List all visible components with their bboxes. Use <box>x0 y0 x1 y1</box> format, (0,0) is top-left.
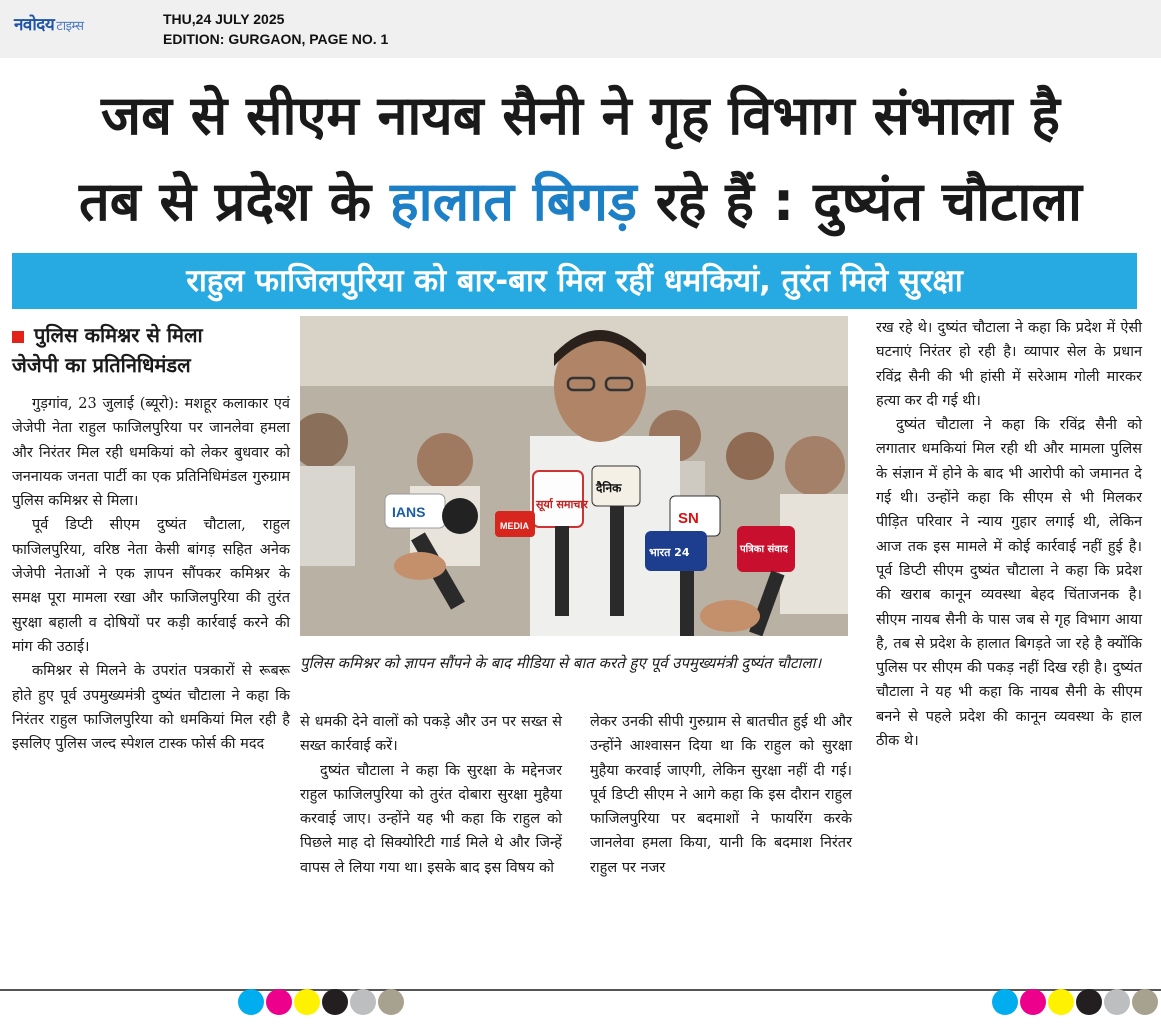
side-headline-line-1: पुलिस कमिश्नर से मिला <box>34 323 203 347</box>
mic-label-surya: सूर्या समाचार <box>536 498 588 511</box>
registration-dot <box>1048 989 1074 1015</box>
mic-handle <box>555 526 569 616</box>
mic-label-bharat: भारत 24 <box>649 546 690 559</box>
issue-date: THU,24 JULY 2025 <box>163 11 285 27</box>
hand <box>700 600 760 632</box>
mic-label-sn: SN <box>678 510 699 527</box>
paragraph: लेकर उनकी सीपी गुरुग्राम से बातचीत हुई थी और उन्होंने आश्वासन दिया था कि राहुल को सुरक्षा मुहैया करवाई जाएगी, लेकिन सुरक्षा नहीं दी गई। पूर्व डिप्टी सीएम ने आगे कहा कि इस दौरान राहुल फाजिलपुरिया पर बदमाशों ने फायरिंग करके जानलेवा हमला किया, यानी कि बदमाश निरंतर राहुल पर नजर <box>590 714 852 876</box>
masthead-bar <box>0 0 1161 58</box>
registration-dot <box>1076 989 1102 1015</box>
subheadline-banner: राहुल फाजिलपुरिया को बार-बार मिल रहीं धमकियां, तुरंत मिले सुरक्षा <box>12 253 1137 309</box>
mic-label-media: MEDIA <box>500 521 529 531</box>
registration-dot <box>1104 989 1130 1015</box>
headline-line-2 <box>8 164 1153 240</box>
red-bullet-icon <box>12 331 24 343</box>
side-headline-line-2: जेजेपी का प्रतिनिधिमंडल <box>12 353 191 377</box>
paragraph: रख रहे थे। दुष्यंत चौटाला ने कहा कि प्रदेश में ऐसी घटनाएं निरंतर हो रही है। व्यापार सेल के प्रधान रविंद्र सैनी की भी हांसी में सरेआम गोली मारकर हत्या कर दी गई थी। <box>876 320 1142 409</box>
article-column-3 <box>590 710 852 880</box>
mic-label-dainik: दैनिक <box>596 481 622 495</box>
photo-illustration <box>300 316 848 636</box>
registration-dot <box>378 989 404 1015</box>
hand <box>394 552 446 580</box>
paragraph: कमिश्नर से मिलने के उपरांत पत्रकारों से रूबरू होते हुए पूर्व उपमुख्यमंत्री दुष्यंत चौटाला ने कहा कि निरंतर राहुल फाजिलपुरिया को धमकियां मिल रही है इसलिए पुलिस जल्द स्पेशल टास्क फोर्स की मदद <box>12 663 290 753</box>
paragraph: दुष्यंत चौटाला ने कहा कि रविंद्र सैनी को लगातार धमकियां मिल रही थी और मामला पुलिस के संज्ञान में होने के बाद भी आरोपी को जमानत दे गई थी। उन्होंने कहा कि सीएम से भी मिलकर पीड़ित परिवार ने न्याय गुहार लगाई थी, लेकिन आज तक इस मामले में कोई कार्रवाई नहीं हुई है। पूर्व डिप्टी सीएम दुष्यंत चौटाला ने कहा कि प्रदेश की खराब कानून व्यवस्था बेहद चिंताजनक है। सीएम नायब सैनी के पास जब से गृह विभाग आया है, तब से प्रदेश के हालात बिगड़ते जा रहे है क्योंकि पुलिस पर सीएम की पकड़ नहीं दिख रही है। दुष्यंत चौटाला ने यह भी कहा कि नायब सैनी के सीएम बनने से पहले प्रदेश की कानून व्यवस्था के हाल ठीक थे। <box>876 417 1142 750</box>
newspaper-logo[interactable] <box>14 12 84 35</box>
footer-rule <box>0 989 1161 991</box>
paragraph: गुड़गांव, 23 जुलाई (ब्यूरो): मशहूर कलाकार एवं जेजेपी नेता राहुल फाजिलपुरिया पर जानलेवा हमला और निरंतर मिल रही धमकियां को लेकर बुधवार को जननायक जनता पार्टी का एक प्रतिनिधिमंडल गुरुग्राम पुलिस कमिश्नर से मिला। <box>12 396 290 510</box>
side-headline <box>12 320 282 380</box>
edition-meta <box>163 9 388 49</box>
person-head <box>417 433 473 489</box>
headline-line-2-start: तब से प्रदेश के <box>79 170 390 233</box>
logo-main-text: नवोदय <box>14 15 55 35</box>
article-column-4 <box>876 316 1142 753</box>
mic-label-ians: IANS <box>392 504 426 520</box>
headline-line-1: जब से सीएम नायब सैनी ने गृह विभाग संभाला है <box>101 84 1060 147</box>
person-head <box>726 432 774 480</box>
registration-dot <box>238 989 264 1015</box>
press-photo[interactable] <box>300 316 848 636</box>
registration-dot <box>992 989 1018 1015</box>
article-column-1 <box>12 392 290 756</box>
article-column-2 <box>300 710 562 880</box>
paragraph: दुष्यंत चौटाला ने कहा कि सुरक्षा के मद्देनजर राहुल फाजिलपुरिया को तुरंत दोबारा सुरक्षा मुहैया करवाई जाए। उन्होंने यह भी कहा कि राहुल को पिछले माह दो सिक्योरिटी गार्ड मिले थे और जिन्हें वापस ले लिया गया था। इसके बाद इस विषय को <box>300 762 562 876</box>
person-head <box>785 436 845 496</box>
registration-dot <box>266 989 292 1015</box>
registration-dot <box>1132 989 1158 1015</box>
paragraph: से धमकी देने वालों को पकड़े और उन पर सख्त से सख्त कार्रवाई करें। <box>300 714 562 755</box>
edition-info: EDITION: GURGAON, PAGE NO. 1 <box>163 31 389 47</box>
registration-marks-right <box>992 989 1158 1015</box>
logo-sub-text: टाइम्स <box>56 19 84 34</box>
headline-accent-text: हालात बिगड़ <box>389 170 637 233</box>
mic-handle <box>680 571 694 636</box>
registration-dot <box>294 989 320 1015</box>
headline-line-2-end: रहे हैं : दुष्यंत चौटाला <box>636 170 1082 233</box>
registration-dot <box>1020 989 1046 1015</box>
registration-dot <box>322 989 348 1015</box>
mic-head <box>442 498 478 534</box>
person-body <box>300 466 355 566</box>
paragraph: पूर्व डिप्टी सीएम दुष्यंत चौटाला, राहुल फाजिलपुरिया, वरिष्ठ नेता केसी बांगड़ सहित अनेक जेजेपी नेताओं ने एक ज्ञापन सौंपकर कमिश्नर के समक्ष पूरा मामला रखा और फाजिलपुरिया की तुरंत सुरक्षा बहाली व दोषियों पर कड़ी कार्रवाई करने की मांग की उठाई। <box>12 517 290 655</box>
registration-dot <box>350 989 376 1015</box>
registration-marks-left <box>238 989 404 1015</box>
mic-label-patrika: पत्रिका संवाद <box>740 544 788 555</box>
mic-handle <box>610 506 624 616</box>
photo-caption: पुलिस कमिश्नर को ज्ञापन सौंपने के बाद मीडिया से बात करते हुए पूर्व उपमुख्यमंत्री दुष्यंत चौटाला। <box>300 654 822 672</box>
